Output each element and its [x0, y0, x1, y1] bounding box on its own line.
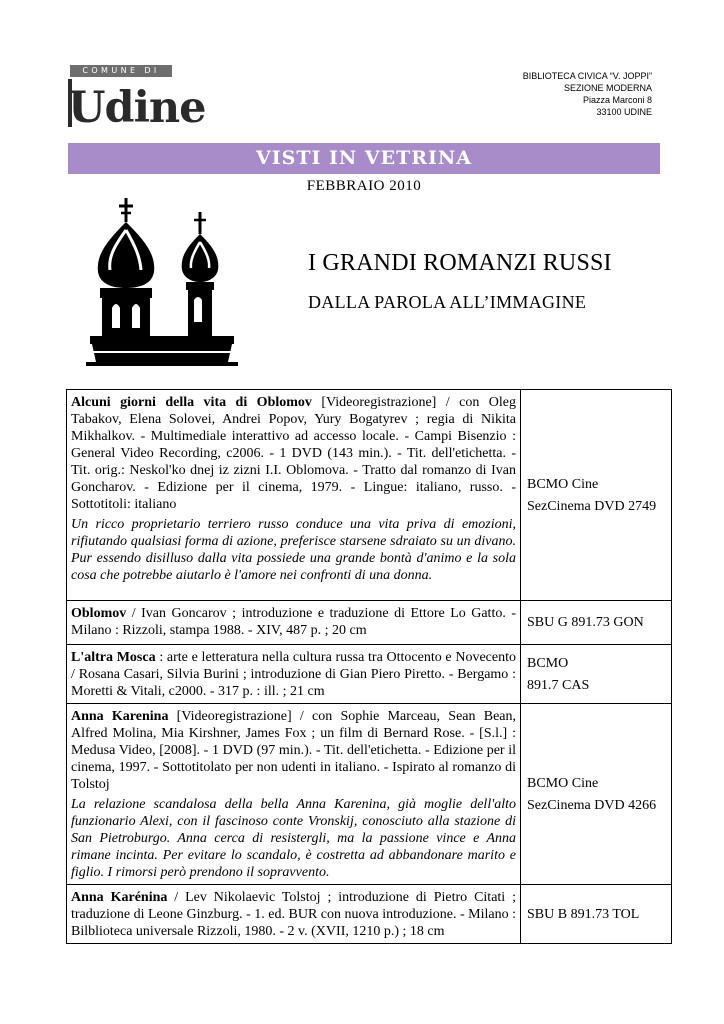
- entry-description: [67, 645, 521, 704]
- entry-location: [521, 704, 672, 885]
- address-line: 33100 UDINE: [596, 107, 652, 117]
- logo-caption: COMUNE DI: [70, 65, 172, 77]
- month-label: FEBBRAIO 2010: [306, 178, 422, 194]
- location-line: SBU B 891.73 TOL: [527, 906, 640, 922]
- entry-title: Oblomov: [71, 606, 127, 621]
- address-line: BIBLIOTECA CIVICA “V. JOPPI”: [522, 71, 652, 81]
- comune-di-udine-logo: [68, 64, 206, 133]
- logo-wordmark: Udine: [68, 83, 206, 133]
- address-line: Piazza Marconi 8: [582, 95, 652, 105]
- entry-description: [67, 885, 521, 944]
- exhibition-title: I GRANDI ROMANZI RUSSI: [308, 250, 612, 276]
- location-line: BCMO Cine: [527, 476, 599, 492]
- location-line: SezCinema DVD 4266: [527, 797, 657, 813]
- table-row: [67, 704, 672, 885]
- location-line: SezCinema DVD 2749: [527, 498, 657, 514]
- entry-details: / Lev Nikolaevic Tolstoj ; introduzione di Pietro Citati ; traduzione di Leone Ginzburg. - 1. ed. BUR con nuova introduzione. - Milano : Bilblioteca universale Rizzoli, 1980. - 2 v. (XVII, 1210 p.) ; 18 cm: [71, 890, 516, 939]
- table-row: [67, 645, 672, 704]
- location-line: 891.7 CAS: [527, 677, 590, 693]
- entry-abstract: Un ricco proprietario terriero russo conduce una vita priva di emozioni, rifiutando qualsiasi forma di azione, preferisce starsene sdraiato su un divano. Pur essendo disilluso dalla vita possiede una grande bontà d'animo e la sola cosa che potrebbe aiutarlo è l'amore nei confronti di una donna.: [71, 517, 516, 583]
- entry-location: [521, 601, 672, 645]
- entry-abstract: La relazione scandalosa della bella Anna Karenina, già moglie dell'alto funzionario Alexi, con il fascinoso conte Vronskij, conosciuto alla stazione di San Pietroburgo. Anna cerca di resistergli, ma la passione vince e Anna rimane incinta. Per evitare lo scandalo, è costretta ad abbandonare marito e figlio. I rimorsi però prendono il sopravvento.: [71, 797, 516, 880]
- entry-details: : arte e letteratura nella cultura russa tra Ottocento e Novecento / Rosana Casari, Silvia Burini ; introduzione di Gian Piero Piretto. - Bergamo : Moretti & Vitali, c2000. - 317 p. : ill. ; 21 cm: [71, 650, 516, 699]
- exhibition-subtitle: DALLA PAROLA ALL’IMMAGINE: [308, 292, 587, 312]
- table-row: [67, 885, 672, 944]
- location-line: BCMO: [527, 655, 569, 671]
- entry-details: / Ivan Goncarov ; introduzione e traduzione di Ettore Lo Gatto. - Milano : Rizzoli, stampa 1988. - XIV, 487 p. ; 20 cm: [71, 606, 516, 638]
- entry-title: Alcuni giorni della vita di Oblomov: [71, 395, 312, 410]
- address-line: SEZIONE MODERNA: [563, 83, 652, 93]
- entry-location: [521, 885, 672, 944]
- catalog-table: [66, 389, 672, 944]
- location-line: BCMO Cine: [527, 775, 599, 791]
- onion-dome-church-icon: [86, 196, 238, 368]
- entry-title: L'altra Mosca: [71, 650, 156, 665]
- entry-details: [Videoregistrazione] / con Sophie Marceau, Sean Bean, Alfred Molina, Mia Kirshner, James Fox ; un film di Bernard Rose. - [S.l.] : Medusa Video, [2008]. - 1 DVD (97 min.). - Tit. dell'etichetta. - Edizione per il cinema, 1997. - Sottotitolato per non udenti in italiano. - Ispirato al romanzo di Tolstoj: [71, 709, 516, 792]
- library-address: [523, 70, 652, 118]
- entry-title: Anna Karenina: [71, 709, 169, 724]
- entry-location: [521, 645, 672, 704]
- entry-location: [521, 390, 672, 601]
- entry-description: [67, 601, 521, 645]
- location-line: SBU G 891.73 GON: [527, 615, 644, 630]
- banner-title: VISTI IN VETRINA: [68, 143, 660, 174]
- entry-description: [67, 704, 521, 885]
- entry-description: [67, 390, 521, 601]
- entry-details: [Videoregistrazione] / con Oleg Tabakov, Elena Solovei, Andrei Popov, Yury Bogatyrev ; regia di Nikita Mikhalkov. - Multimediale interattivo ad accesso locale. - Campi Bisenzio : General Video Recording, c2006. - 1 DVD (143 min.). - Tit. dell'etichetta. - Tit. orig.: Neskol'ko dnej iz zizni I.I. Oblomova. - Tratto dal romanzo di Ivan Goncharov. - Edizione per il cinema, 1979. - Lingue: italiano, russo. - Sottotitoli: italiano: [71, 395, 516, 512]
- table-row: [67, 390, 672, 601]
- entry-title: Anna Karénina: [71, 890, 168, 905]
- table-row: [67, 601, 672, 645]
